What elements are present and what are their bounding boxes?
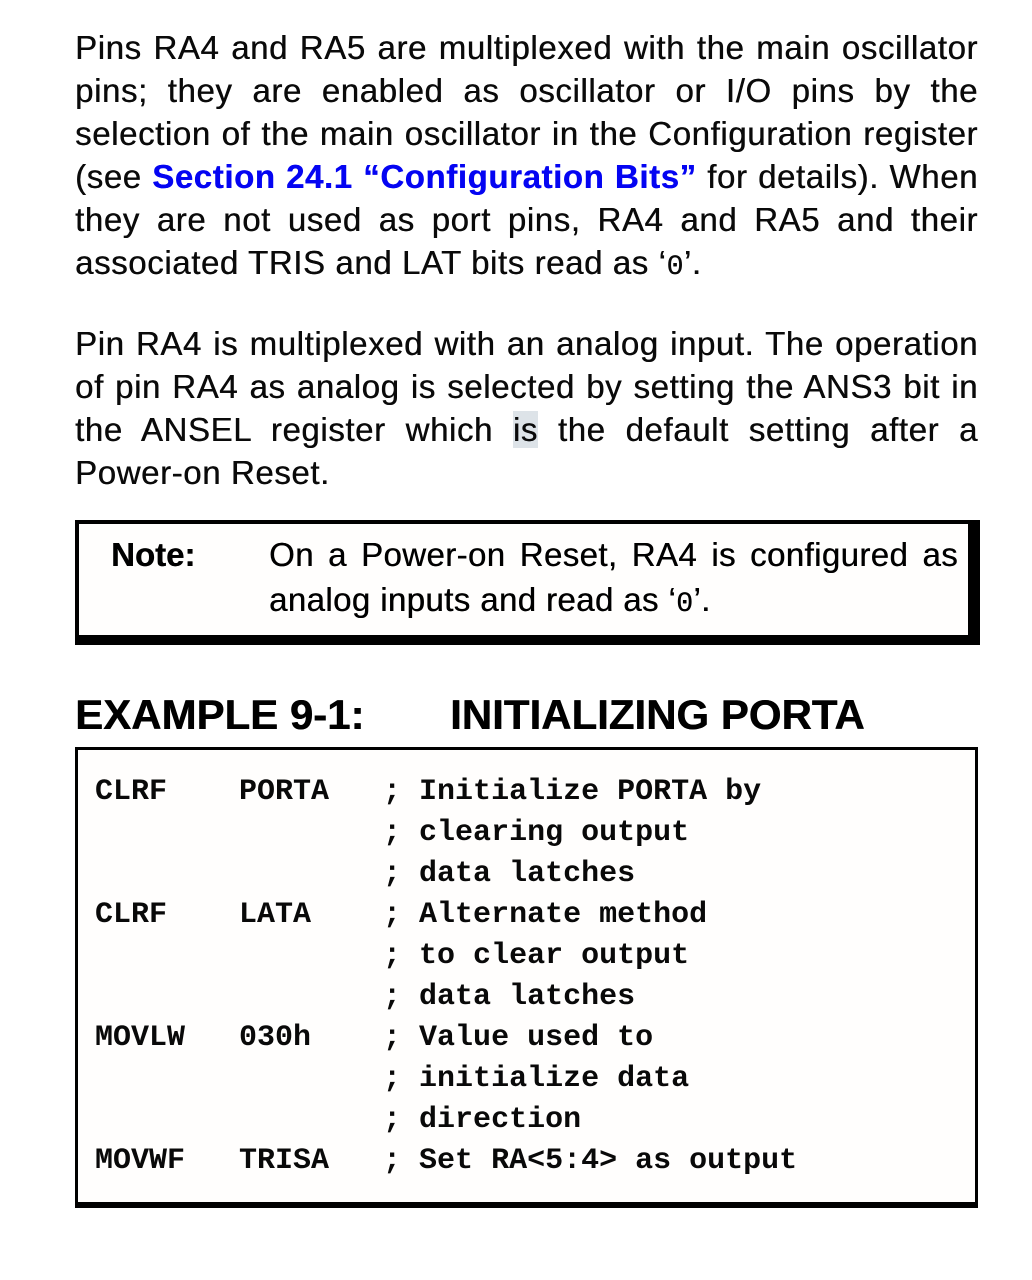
code-line: CLRF LATA ; Alternate method bbox=[95, 898, 708, 932]
paragraph-porta-oscillator bbox=[75, 26, 978, 289]
code-line: MOVWF TRISA ; Set RA<5:4> as output bbox=[95, 1144, 798, 1178]
note-text-before-mono: On a Power-on Reset, RA4 is configured as analog inputs and read as ‘ bbox=[269, 536, 958, 618]
paragraph-text-after-link: for details). When they are not used as port pins, RA4 and RA5 and their associated TRIS and LAT bits read as ‘ bbox=[75, 158, 978, 281]
paragraph-text-end: ’. bbox=[683, 244, 702, 281]
code-line: ; initialize data bbox=[95, 1062, 690, 1096]
paragraph-ra4-analog bbox=[75, 322, 978, 494]
code-example-box bbox=[75, 747, 978, 1208]
paragraph-text-before-link: Pins RA4 and RA5 are multiplexed with the main oscillator pins; they are enabled as oscillator or I/O pins by the selection of the main oscillator in the Configuration register (see bbox=[75, 29, 978, 195]
paragraph2-text-b: the default setting after a Power-on Reset. bbox=[75, 411, 978, 491]
example-title: INITIALIZING PORTA bbox=[450, 691, 865, 738]
note-text-end: ’. bbox=[693, 581, 711, 618]
example-number-label: EXAMPLE 9-1: bbox=[75, 691, 365, 738]
code-line: MOVLW 030h ; Value used to bbox=[95, 1021, 654, 1055]
code-line: ; data latches bbox=[95, 857, 636, 891]
code-line: ; data latches bbox=[95, 980, 636, 1014]
code-line: ; clearing output bbox=[95, 816, 690, 850]
code-line: ; direction bbox=[95, 1103, 582, 1137]
section-24-1-link[interactable]: Section 24.1 “Configuration Bits” bbox=[152, 158, 697, 195]
paragraph2-text-a: Pin RA4 is multiplexed with an analog input. The operation of pin RA4 as analog is selected by setting the ANS3 bit in the ANSEL register which bbox=[75, 325, 978, 448]
literal-zero-value: 0 bbox=[666, 252, 684, 283]
code-line: CLRF PORTA ; Initialize PORTA by bbox=[95, 775, 762, 809]
note-box bbox=[75, 520, 980, 645]
note-label: Note: bbox=[111, 536, 196, 573]
code-line: ; to clear output bbox=[95, 939, 690, 973]
scan-highlight-artifact: is bbox=[512, 411, 538, 448]
example-heading bbox=[75, 693, 978, 737]
note-text bbox=[269, 532, 958, 627]
note-literal-zero-value: 0 bbox=[676, 589, 694, 620]
